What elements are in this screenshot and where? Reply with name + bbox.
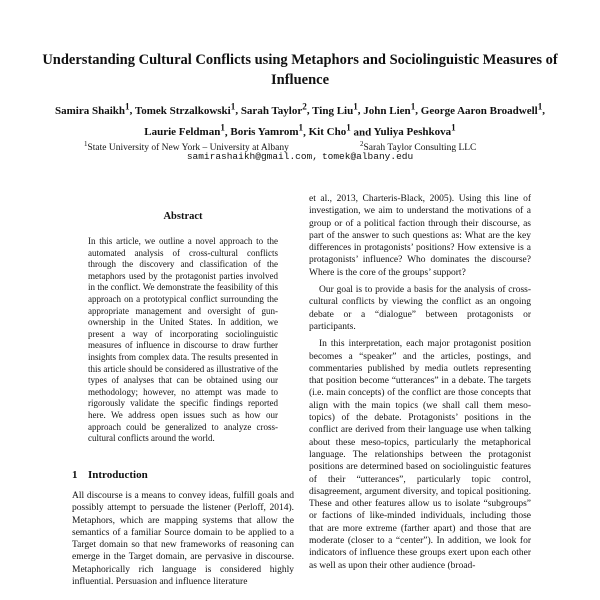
paragraph: Our goal is to provide a basis for the analysis of cross-cultural conflicts by viewing the conflict as an ongoing debate or a “dialogue” between protagonists or participants.: [309, 285, 531, 332]
abstract-text: In this article, we outline a novel approach to the automated analysis of cross-cultural conflicts through the discovery and classification of the metaphors used by the protagonist parties involved in the conflict. We demonstrate the feasibility of this approach on a prototypical conflict surrounding the appropriate management and oversight of gun-ownership in the United States. In addition, we present a way of incorporating sociolinguistic measures of influence in discourse to draw further insights from complex data. The results presented in this article should be considered as illustrative of the types of analyses that can be obtained using our methodology; however, no attempt was made to rigorously validate the specific findings reported here. We address open issues such as how our approach could be generalized to analyze cross-cultural conflicts around the world.: [88, 236, 278, 444]
author: Yuliya Peshkova$^1$: [373, 122, 456, 139]
paragraph: In this interpretation, each major protagonist position becomes a “speaker” and the articles, postings, and commentaries published by media outlets representing that position become “utterances” in a debate. The targets (i.e. main concepts) of the conflict are those concepts that align with the main topics (we shall call them meso-topics) of the debate. Protagonists’ positions in the conflict are derived from their language use when talking about these meso-topics, particularly the metaphorical language. The relationships between the protagonist positions are determined based on sociolinguistic features of their “utterances”, particularly topic control, disagreement, argument diversity, and topical positioning. These and other features allow us to isolate “subgroups” or factions of like-minded individuals, including those that are more extreme (farther apart) and those that are moderate (closer to a “center”). In addition, we look for indicators of influence these groups exert upon each other as well as upon their other audience (broad-: [309, 339, 531, 571]
author: Samira Shaikh$^1$: [54, 101, 130, 117]
paper-title: Understanding Cultural Conflicts using Metaphors and Sociolinguistic Measures of Influence: [42, 52, 558, 88]
author: Kit Cho$^1$: [308, 122, 351, 139]
right-column: [309, 193, 531, 572]
author-list: Samira Shaikh$^1$, Tomek Strzalkowski$^1$, Sarah Taylor$^2$, Ting Liu$^1$, John Lien$^1$, George Aaron Broadwell$^1$, Laurie Feldman$^1$, Boris Yamrom$^1$, Kit Cho$^1$ and Yuliya Peshkova$^1$: [54, 101, 546, 139]
email-link[interactable]: samirashaikh@gmail.com,: [186, 151, 318, 162]
author: Tomek Strzalkowski$^1$: [134, 101, 236, 117]
paragraph: et al., 2013, Charteris-Black, 2005). Using this line of investigation, we aim to understand the motivations of a group or of a political faction through their discourse, as part of the answer to such questions as: What are the key differences in protagonists’ positions? How extensive is a protagonists’ influence? Who dominates the discourse? Where is the core of the groups’ support?: [309, 194, 531, 278]
author: George Aaron Broadwell$^1$: [420, 101, 543, 117]
email-link[interactable]: tomek@albany.edu: [321, 151, 414, 162]
section-heading-introduction: 1 Introduction: [72, 469, 148, 481]
author: Laurie Feldman$^1$: [144, 122, 225, 139]
affiliation-2: $^2$Sarah Taylor Consulting LLC: [360, 140, 477, 154]
author: Sarah Taylor$^2$: [240, 101, 307, 117]
introduction-text: All discourse is a means to convey ideas, fulfill goals and possibly attempt to persuade the listener (Perloff, 2014). Metaphors, which are mapping systems that allow the semantics of a familiar Source domain to be applied to a Target domain so that new frameworks of reasoning can emerge in the Target domain, are pervasive in discourse. Metaphorically rich language is considered highly influential. Persuasion and influence literature: [72, 491, 294, 588]
author: Boris Yamrom$^1$: [230, 122, 304, 139]
affiliation-1: $^1$State University of New York – University at Albany: [84, 140, 289, 154]
author: Ting Liu$^1$: [312, 101, 358, 117]
abstract-heading: Abstract: [163, 211, 203, 222]
author: John Lien$^1$: [363, 101, 416, 117]
author-emails: [40, 151, 560, 163]
